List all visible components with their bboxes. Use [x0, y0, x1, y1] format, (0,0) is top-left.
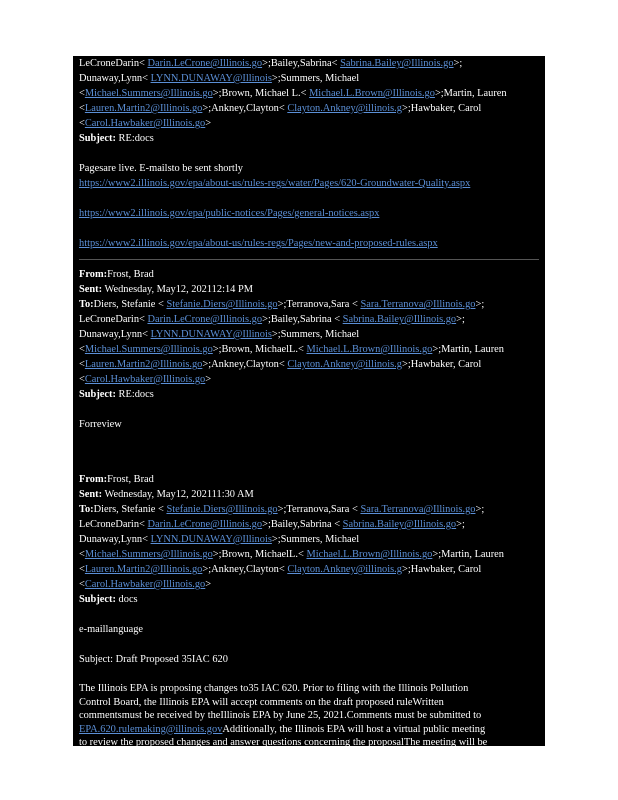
recipient-text: Dunaway,Lynn< [79, 329, 151, 340]
from-line [79, 472, 539, 487]
recipient-line [79, 547, 539, 562]
email-link[interactable]: Darin.LeCrone@Illinois.go [147, 519, 263, 530]
from-label: From: [79, 474, 108, 485]
recipient-text: >;Ankney,Clayton< [202, 359, 288, 370]
recipient-text: >;Hawbaker, Carol [401, 564, 482, 575]
email-link[interactable]: Clayton.Ankney@illinois.g [287, 103, 402, 114]
recipient-text: >; [475, 504, 485, 515]
sent-label: Sent: [79, 489, 103, 500]
email-link[interactable]: LYNN.DUNAWAY@Illinois [150, 329, 272, 340]
email-page [73, 56, 545, 746]
email-link[interactable]: Darin.LeCrone@Illinois.go [147, 58, 263, 69]
recipient-text: < [79, 374, 85, 385]
email-link[interactable]: Stefanie.Diers@Illinois.go [166, 299, 278, 310]
to-label: To: [79, 299, 94, 310]
body-text: Pagesare live. E-mailsto be sent shortly [79, 163, 243, 174]
recipient-text: >;Ankney,Clayton< [202, 103, 288, 114]
recipient-text: >;Terranova,Sara < [277, 504, 361, 515]
email-link[interactable]: Lauren.Martin2@Illinois.go [84, 103, 203, 114]
recipient-text: >;Bailey,Sabrina< [262, 58, 341, 69]
to-line [79, 297, 539, 312]
recipient-text: >;Martin, Lauren [434, 88, 507, 99]
recipient-text: Diers, Stefanie < [93, 504, 167, 515]
recipient-text: >; [475, 299, 485, 310]
recipient-text: Dunaway,Lynn< [79, 73, 151, 84]
email-link[interactable]: Michael.Summers@Illinois.go [84, 549, 213, 560]
paragraph-line: to review the proposed changes and answer questions concerning the proposalThe meeting will be [79, 737, 488, 746]
email-link[interactable]: Michael.L.Brown@Illinois.go [309, 88, 435, 99]
subject-value: RE:docs [115, 389, 154, 400]
recipient-text: < [79, 564, 85, 575]
recipient-text: >; [456, 519, 465, 530]
from-line [79, 267, 539, 282]
email-link[interactable]: Lauren.Martin2@Illinois.go [84, 564, 203, 575]
recipient-line [79, 101, 539, 116]
recipient-line [79, 312, 539, 327]
recipient-text: < [79, 118, 85, 129]
recipient-line [79, 357, 539, 372]
subject-label: Subject: [79, 594, 116, 605]
recipient-text: >;Bailey,Sabrina < [262, 519, 343, 530]
body-text: Forreview [79, 419, 122, 430]
recipient-text: >; [456, 314, 465, 325]
recipient-text: >;Martin, Lauren [432, 549, 504, 560]
email-link[interactable]: Carol.Hawbaker@Illinois.go [84, 118, 206, 129]
recipient-text: >;Brown, Michael L.< [212, 88, 310, 99]
recipient-line [79, 56, 539, 71]
from-label: From: [79, 269, 108, 280]
recipient-line [79, 86, 539, 101]
to-label: To: [79, 504, 94, 515]
recipient-text: >;Summers, Michael [271, 73, 360, 84]
sent-line [79, 487, 539, 502]
email-link[interactable]: Lauren.Martin2@Illinois.go [84, 359, 203, 370]
recipient-text: < [79, 359, 85, 370]
recipient-text: > [205, 374, 212, 385]
recipient-line [79, 372, 539, 387]
recipient-text: >;Brown, MichaelL.< [212, 344, 307, 355]
subject-line [79, 387, 539, 402]
email-link[interactable]: Sabrina.Bailey@Illinois.go [342, 519, 457, 530]
recipient-text: >;Bailey,Sabrina < [262, 314, 343, 325]
email-link[interactable]: Stefanie.Diers@Illinois.go [166, 504, 278, 515]
recipient-text: > [205, 579, 212, 590]
recipient-text: < [79, 88, 85, 99]
paragraph-line: The Illinois EPA is proposing changes to35 IAC 620. Prior to filing with the Illinois Pollution [79, 683, 469, 694]
paragraph-line: Control Board, the Illinois EPA will accept comments on the draft proposed ruleWritten [79, 696, 444, 708]
subject-line [79, 592, 539, 607]
recipient-line [79, 562, 539, 577]
email-link[interactable]: Clayton.Ankney@illinois.g [287, 359, 402, 370]
divider [79, 259, 539, 260]
email-link[interactable]: Michael.Summers@Illinois.go [84, 88, 213, 99]
email-link[interactable]: Michael.Summers@Illinois.go [84, 344, 213, 355]
page-link[interactable]: https://www2.illinois.gov/epa/about-us/rules-regs/Pages/new-and-proposed-rules.aspx [79, 238, 438, 249]
subject-value: docs [115, 594, 138, 605]
email-link[interactable]: Sabrina.Bailey@Illinois.go [342, 314, 457, 325]
recipient-text: >;Brown, MichaelL.< [212, 549, 307, 560]
recipient-text: < [79, 103, 85, 114]
paragraph-line: commentsmust be received by theIllinois EPA by June 25, 2021.Comments must be submitted to [79, 710, 482, 721]
page-link[interactable]: https://www2.illinois.gov/epa/about-us/rules-regs/water/Pages/620-Groundwater-Quality.aspx [79, 178, 471, 189]
from-value: Frost, Brad [107, 474, 154, 485]
subject-value: RE:docs [115, 133, 154, 144]
email-link[interactable]: Sara.Terranova@Illinois.go [360, 504, 476, 515]
to-line [79, 502, 539, 517]
recipient-text: > [205, 118, 212, 129]
subject-line [79, 131, 539, 146]
email-link[interactable]: Carol.Hawbaker@Illinois.go [84, 374, 206, 385]
email-link[interactable]: Carol.Hawbaker@Illinois.go [84, 579, 206, 590]
recipient-line [79, 342, 539, 357]
subject-label: Subject: [79, 133, 116, 144]
recipient-text: >;Summers, Michael [271, 329, 360, 340]
recipient-line [79, 327, 539, 342]
email-link[interactable]: Sabrina.Bailey@Illinois.go [340, 58, 454, 69]
recipient-text: < [79, 579, 85, 590]
sent-value: Wednesday, May12, 202111:30 AM [102, 489, 254, 500]
recipient-text: >;Ankney,Clayton< [202, 564, 288, 575]
sent-line [79, 282, 539, 297]
recipient-line [79, 532, 539, 547]
email-link[interactable]: Darin.LeCrone@Illinois.go [147, 314, 263, 325]
paragraph-line [79, 723, 539, 737]
page-link[interactable]: https://www2.illinois.gov/epa/public-notices/Pages/general-notices.aspx [79, 208, 380, 219]
recipient-line [79, 577, 539, 592]
recipient-text: >;Martin, Lauren [432, 344, 504, 355]
recipient-text: LeCroneDarin< [79, 58, 148, 69]
email-link[interactable]: EPA.620.rulemaking@illinois.gov [79, 723, 223, 735]
body-subject: Subject: Draft Proposed 35IAC 620 [79, 654, 228, 665]
recipient-line [79, 517, 539, 532]
email-link[interactable]: Michael.L.Brown@Illinois.go [306, 344, 433, 355]
sent-label: Sent: [79, 284, 103, 295]
recipient-text: >;Hawbaker, Carol [401, 103, 482, 114]
email-link[interactable]: Sara.Terranova@Illinois.go [360, 299, 476, 310]
email-link[interactable]: LYNN.DUNAWAY@Illinois [150, 534, 272, 545]
email-link[interactable]: LYNN.DUNAWAY@Illinois [150, 73, 272, 84]
recipient-text: < [79, 344, 85, 355]
recipient-text: LeCroneDarin< [79, 314, 148, 325]
recipient-text: LeCroneDarin< [79, 519, 148, 530]
recipient-text: >;Summers, Michael [271, 534, 360, 545]
paragraph-text: Additionally, the Illinois EPA will host a virtual public meeting [222, 723, 486, 735]
recipient-text: >;Hawbaker, Carol [401, 359, 482, 370]
from-value: Frost, Brad [107, 269, 154, 280]
body-heading: e-maillanguage [79, 624, 144, 635]
recipient-text: Diers, Stefanie < [93, 299, 167, 310]
recipient-line [79, 71, 539, 86]
recipient-text: >;Terranova,Sara < [277, 299, 361, 310]
subject-label: Subject: [79, 389, 116, 400]
recipient-text: Dunaway,Lynn< [79, 534, 151, 545]
email-link[interactable]: Michael.L.Brown@Illinois.go [306, 549, 433, 560]
sent-value: Wednesday, May12, 202112:14 PM [102, 284, 253, 295]
recipient-line [79, 116, 539, 131]
recipient-text: < [79, 549, 85, 560]
recipient-text: >; [453, 58, 463, 69]
email-link[interactable]: Clayton.Ankney@illinois.g [287, 564, 402, 575]
